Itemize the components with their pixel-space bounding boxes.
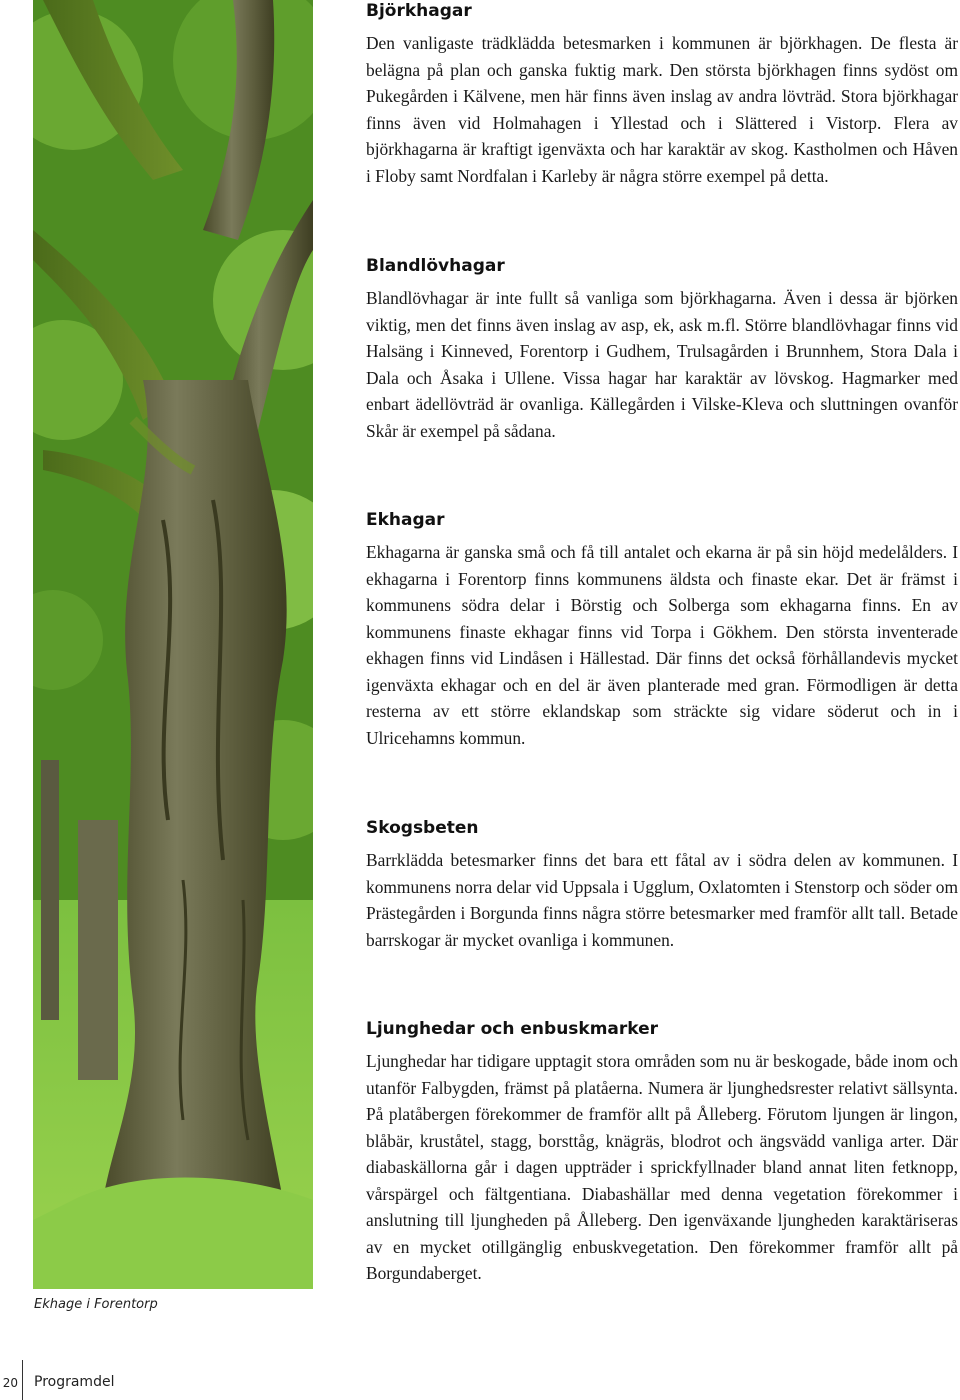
section-body: Blandlövhagar är inte fullt så vanliga som björkhagarna. Även i dessa är björken viktig, men det finns även inslag av asp, ek, ask m.fl. Större blandlövhagar finns vid Halsäng i Kinneved, Forentorp i Gudhem, Trulsagården i Brunnhem, Stora Dala i Dala och Åsaka i Ullene. Vissa hagar har karaktär av lövskog. Hagmarker med enbart ädellövträd är ovanliga. Källegården i Vilske-Kleva och sluttningen ovanför Skår är exempel på sådana.	[366, 288, 958, 441]
section-ljunghedar	[366, 1018, 958, 1287]
section-bjorkhagar	[366, 0, 958, 189]
section-blandlovhagar	[366, 255, 958, 444]
section-heading: Ljunghedar och enbuskmarker	[366, 1019, 659, 1039]
section-skogsbeten	[366, 817, 958, 953]
page-number: 20	[2, 1376, 18, 1390]
oak-tree-photo	[33, 0, 313, 1289]
section-ekhagar	[366, 509, 958, 751]
photo-caption: Ekhage i Forentorp	[34, 1297, 158, 1312]
section-body: Barrklädda betesmarker finns det bara ett fåtal av i södra delen av kommunen. I kommunens norra delar vid Uppsala i Ugglum, Oxlatomten i Stenstorp och söder om Prästegården i Borgunda finns några större betesmarker med framför allt tall. Betade barrskogar är mycket ovanliga i kommunen.	[366, 850, 958, 950]
footer-label: Programdel	[34, 1374, 115, 1390]
section-heading: Blandlövhagar	[366, 256, 505, 276]
section-heading: Skogsbeten	[366, 818, 479, 838]
section-body: Den vanligaste trädklädda betesmarken i kommunen är björkhagen. De flesta är belägna på plan och ganska fuktig mark. Den största björkhagen finns sydöst om Pukegården i Kälvene, men här finns även inslag av andra lövträd. Stora björkhagar finns även vid Holmahagen i Yllestad och i Slättered i Vistorp. Flera av björkhagarna är kraftigt igenväxta och har karaktär av skog. Kastholmen och Håven i Floby samt Nordfalan i Karleby är några större exempel på detta.	[366, 33, 958, 186]
section-heading: Ekhagar	[366, 510, 445, 530]
section-body: Ljunghedar har tidigare upptagit stora områden som nu är beskogade, både inom och utanför Falbygden, främst på platåerna. Numera är ljunghedsrester relativt sällsynta. På platåbergen förekommer de framför allt på Ålleberg. Förutom ljungen är lingon, blåbär, kruståtel, stagg, borsttåg, knägräs, blodrot och ängsvädd vanliga arter. Där diabaskällorna går i dagen uppträder i sprickfyllnader bland annat liten fetknopp, vårspärgel och fältgentiana. Diabashällar med denna vegetation förekommer i anslutning till ljungheden på Ålleberg. Den igenväxande ljungheden karaktäriseras av en mycket otillgänglig enbuskvegetation. Den förekommer framför allt på Borgundaberget.	[366, 1051, 958, 1283]
section-heading: Björkhagar	[366, 1, 472, 21]
section-body: Ekhagarna är ganska små och få till antalet och ekarna är på sin höjd medelålders. I ekhagarna i Forentorp finns kommunens äldsta och finaste ekar. Det är främst i kommunens södra delar i Börstig och Solberga som ekhagarna finns. En av kommunens finaste ekhagar finns vid Torpa i Gökhem. Den största inventerade ekhagen finns vid Lindåsen i Hällestad. Där finns det också förhållandevis mycket igenväxta ekhagar och en del är även planterade med gran. Förmodligen är detta resterna av ett större eklandskap som sträckte sig vidare söderut och in i Ulricehamns kommun.	[366, 542, 958, 748]
footer-divider	[22, 1360, 23, 1400]
